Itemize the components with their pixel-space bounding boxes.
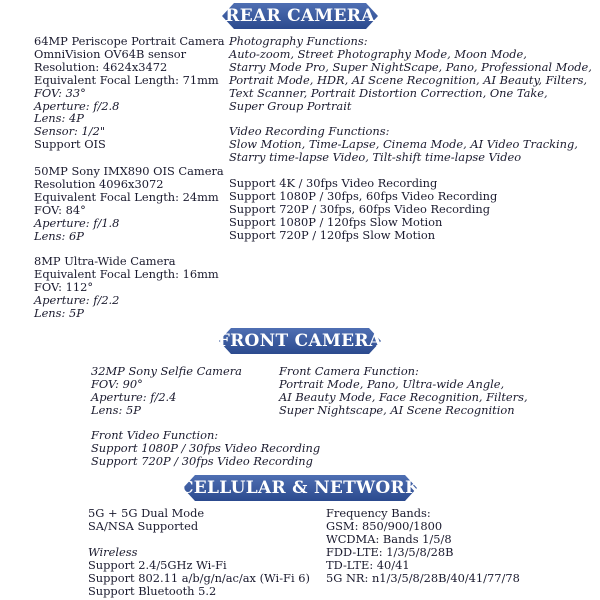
spec-line: Frequency Bands: (326, 506, 431, 520)
spec-line: GSM: 850/900/1800 (326, 518, 443, 533)
spec-line: Sensor: 1/2" (34, 124, 106, 139)
rear-ultrawide-camera-specs (34, 255, 219, 320)
spec-line: Resolution 4096x3072 (34, 176, 164, 191)
spec-line: Support 4K / 30fps Video Recording (229, 176, 438, 190)
spec-line: Starry time-lapse Video, Tilt-shift time-lapse Video (229, 149, 522, 164)
front-video-functions (91, 429, 320, 468)
spec-line: Lens: 4P (34, 111, 84, 126)
spec-line: Lens: 5P (34, 305, 84, 320)
spec-line: Video Recording Functions: (229, 124, 390, 138)
spec-line: Resolution: 4624x3472 (34, 59, 168, 74)
spec-line: 5G + 5G Dual Mode (88, 506, 205, 520)
cellular-mode-specs (88, 507, 204, 533)
spec-line: 8MP Ultra-Wide Camera (34, 254, 176, 268)
spec-line: Lens: 5P (91, 402, 141, 417)
spec-line: Support 720P / 120fps Slow Motion (229, 227, 436, 242)
spec-line: 5G NR: n1/3/5/8/28B/40/41/77/78 (326, 570, 520, 585)
spec-line: Support Bluetooth 5.2 (88, 583, 217, 598)
cellular-network-banner (179, 475, 421, 501)
spec-line: Wireless (88, 545, 138, 559)
spec-line: Text Scanner, Portrait Distortion Correction, One Take, (229, 85, 548, 100)
spec-line: Equivalent Focal Length: 16mm (34, 266, 219, 281)
spec-line: Super Group Portrait (229, 98, 352, 113)
spec-line: Equivalent Focal Length: 71mm (34, 72, 219, 87)
spec-line: FOV: 33° (34, 85, 86, 100)
spec-line: FOV: 112° (34, 279, 94, 294)
rear-main-camera-specs (34, 35, 225, 151)
spec-line: FOV: 84° (34, 202, 86, 217)
spec-line: SA/NSA Supported (88, 518, 199, 533)
rear-camera-heading: REAR CAMERA (225, 6, 375, 26)
spec-line: Front Camera Function: (279, 364, 419, 378)
spec-line: Aperture: f/2.2 (34, 292, 120, 307)
rear-video-support (229, 177, 497, 242)
spec-line: Support 1080P / 30fps Video Recording (91, 440, 321, 455)
spec-line: FDD-LTE: 1/3/5/8/28B (326, 544, 454, 559)
frequency-bands-specs (326, 507, 520, 584)
spec-line: FOV: 90° (91, 376, 143, 391)
spec-line: Front Video Function: (91, 428, 219, 442)
spec-line: Support 1080P / 30fps, 60fps Video Recording (229, 188, 498, 203)
spec-line: Auto-zoom, Street Photography Mode, Moon Mode, (229, 46, 527, 61)
spec-line: Starry Mode Pro, Super NightScape, Pano, Professional Mode, (229, 59, 592, 74)
spec-line: TD-LTE: 40/41 (326, 557, 410, 572)
spec-line: Portrait Mode, Pano, Ultra-wide Angle, (279, 376, 505, 391)
front-selfie-camera-specs (91, 365, 242, 417)
rear-video-functions (229, 125, 578, 164)
spec-line: Aperture: f/2.4 (91, 389, 177, 404)
rear-sony-camera-specs (34, 165, 224, 242)
spec-line: Aperture: f/1.8 (34, 215, 120, 230)
spec-line: AI Beauty Mode, Face Recognition, Filters, (279, 389, 528, 404)
rear-camera-banner (222, 3, 378, 29)
cellular-network-heading: CELLULAR & NETWORK (179, 478, 421, 498)
front-camera-functions (279, 365, 528, 417)
spec-line: Photography Functions: (229, 34, 368, 48)
spec-line: Slow Motion, Time-Lapse, Cinema Mode, AI Video Tracking, (229, 136, 578, 151)
spec-line: Support 720P / 30fps, 60fps Video Recording (229, 201, 491, 216)
spec-line: Support OIS (34, 137, 106, 152)
spec-line: 64MP Periscope Portrait Camera (34, 34, 225, 48)
spec-line: Super Nightscape, AI Scene Recognition (279, 402, 515, 417)
rear-photography-functions (229, 35, 592, 112)
spec-line: OmniVision OV64B sensor (34, 46, 187, 61)
spec-line: Lens: 6P (34, 228, 84, 243)
spec-line: Support 720P / 30fps Video Recording (91, 453, 313, 468)
spec-line: Support 1080P / 120fps Slow Motion (229, 214, 443, 229)
spec-line: Portrait Mode, HDR, AI Scene Recognition, AI Beauty, Filters, (229, 72, 588, 87)
spec-line: Equivalent Focal Length: 24mm (34, 189, 219, 204)
spec-line: Aperture: f/2.8 (34, 98, 120, 113)
front-camera-heading: FRONT CAMERA (217, 331, 383, 351)
spec-line: Support 2.4/5GHz Wi-Fi (88, 557, 227, 572)
front-camera-banner (219, 328, 381, 354)
spec-line: Support 802.11 a/b/g/n/ac/ax (Wi-Fi 6) (88, 570, 310, 585)
spec-line: 50MP Sony IMX890 OIS Camera (34, 164, 224, 178)
spec-line: 32MP Sony Selfie Camera (91, 364, 242, 378)
spec-line: WCDMA: Bands 1/5/8 (326, 531, 452, 546)
wireless-specs (88, 546, 310, 598)
